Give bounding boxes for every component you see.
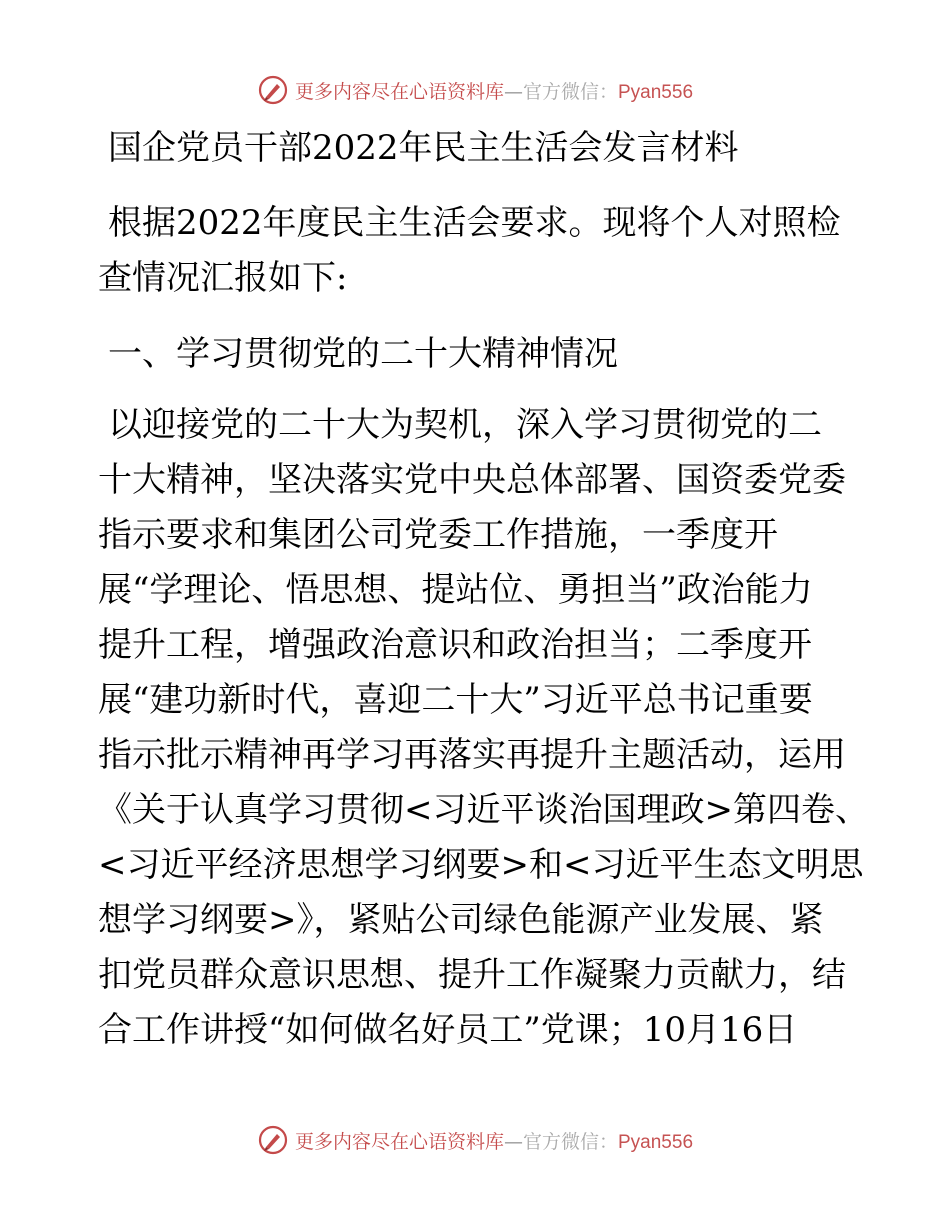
watermark-dash: —	[503, 80, 523, 103]
body-line: 十大精神，坚决落实党中央总体部署、国资委党委	[98, 460, 846, 500]
watermark-text	[295, 77, 693, 104]
header-watermark	[0, 70, 950, 110]
watermark-text	[295, 1127, 693, 1154]
body-line: 展“学理论、悟思想、提站位、勇担当”政治能力	[98, 570, 813, 610]
watermark-official-label: 官方微信：	[522, 80, 618, 103]
intro-line: 根据2022年度民主生活会要求。现将个人对照检	[108, 203, 841, 243]
document-title: 国企党员干部2022年民主生活会发言材料	[108, 128, 739, 168]
section-heading: 一、学习贯彻党的二十大精神情况	[108, 334, 618, 374]
body-line: <习近平经济思想学习纲要>和<习近平生态文明思	[98, 845, 864, 885]
watermark-official-label: 官方微信：	[522, 1130, 618, 1153]
body-line: 《关于认真学习贯彻<习近平谈治国理政>第四卷、	[98, 790, 869, 830]
body-paragraph	[98, 398, 869, 1058]
footer-watermark	[0, 1120, 950, 1160]
body-line: 指示批示精神再学习再落实再提升主题活动，运用	[98, 735, 846, 775]
intro-line: 查情况汇报如下:	[98, 258, 348, 298]
body-line: 合工作讲授“如何做名好员工”党课；10月16日	[98, 1010, 798, 1050]
pen-logo-icon	[257, 74, 289, 106]
watermark-dash: —	[503, 1130, 523, 1153]
body-line: 指示要求和集团公司党委工作措施，一季度开	[98, 515, 778, 555]
pen-logo-icon	[257, 1124, 289, 1156]
body-line: 扣党员群众意识思想、提升工作凝聚力贡献力，结	[98, 955, 846, 995]
intro-paragraph	[98, 196, 858, 306]
body-line: 想学习纲要>》，紧贴公司绿色能源产业发展、紧	[98, 900, 824, 940]
watermark-account: Pyan556	[618, 1131, 694, 1153]
body-line: 提升工程，增强政治意识和政治担当；二季度开	[98, 625, 812, 665]
watermark-account: Pyan556	[618, 81, 694, 103]
body-line: 展“建功新时代，喜迎二十大”习近平总书记重要	[98, 680, 813, 720]
body-line: 以迎接党的二十大为契机，深入学习贯彻党的二	[108, 405, 822, 445]
watermark-brand: 更多内容尽在心语资料库	[294, 80, 504, 103]
watermark-brand: 更多内容尽在心语资料库	[294, 1130, 504, 1153]
